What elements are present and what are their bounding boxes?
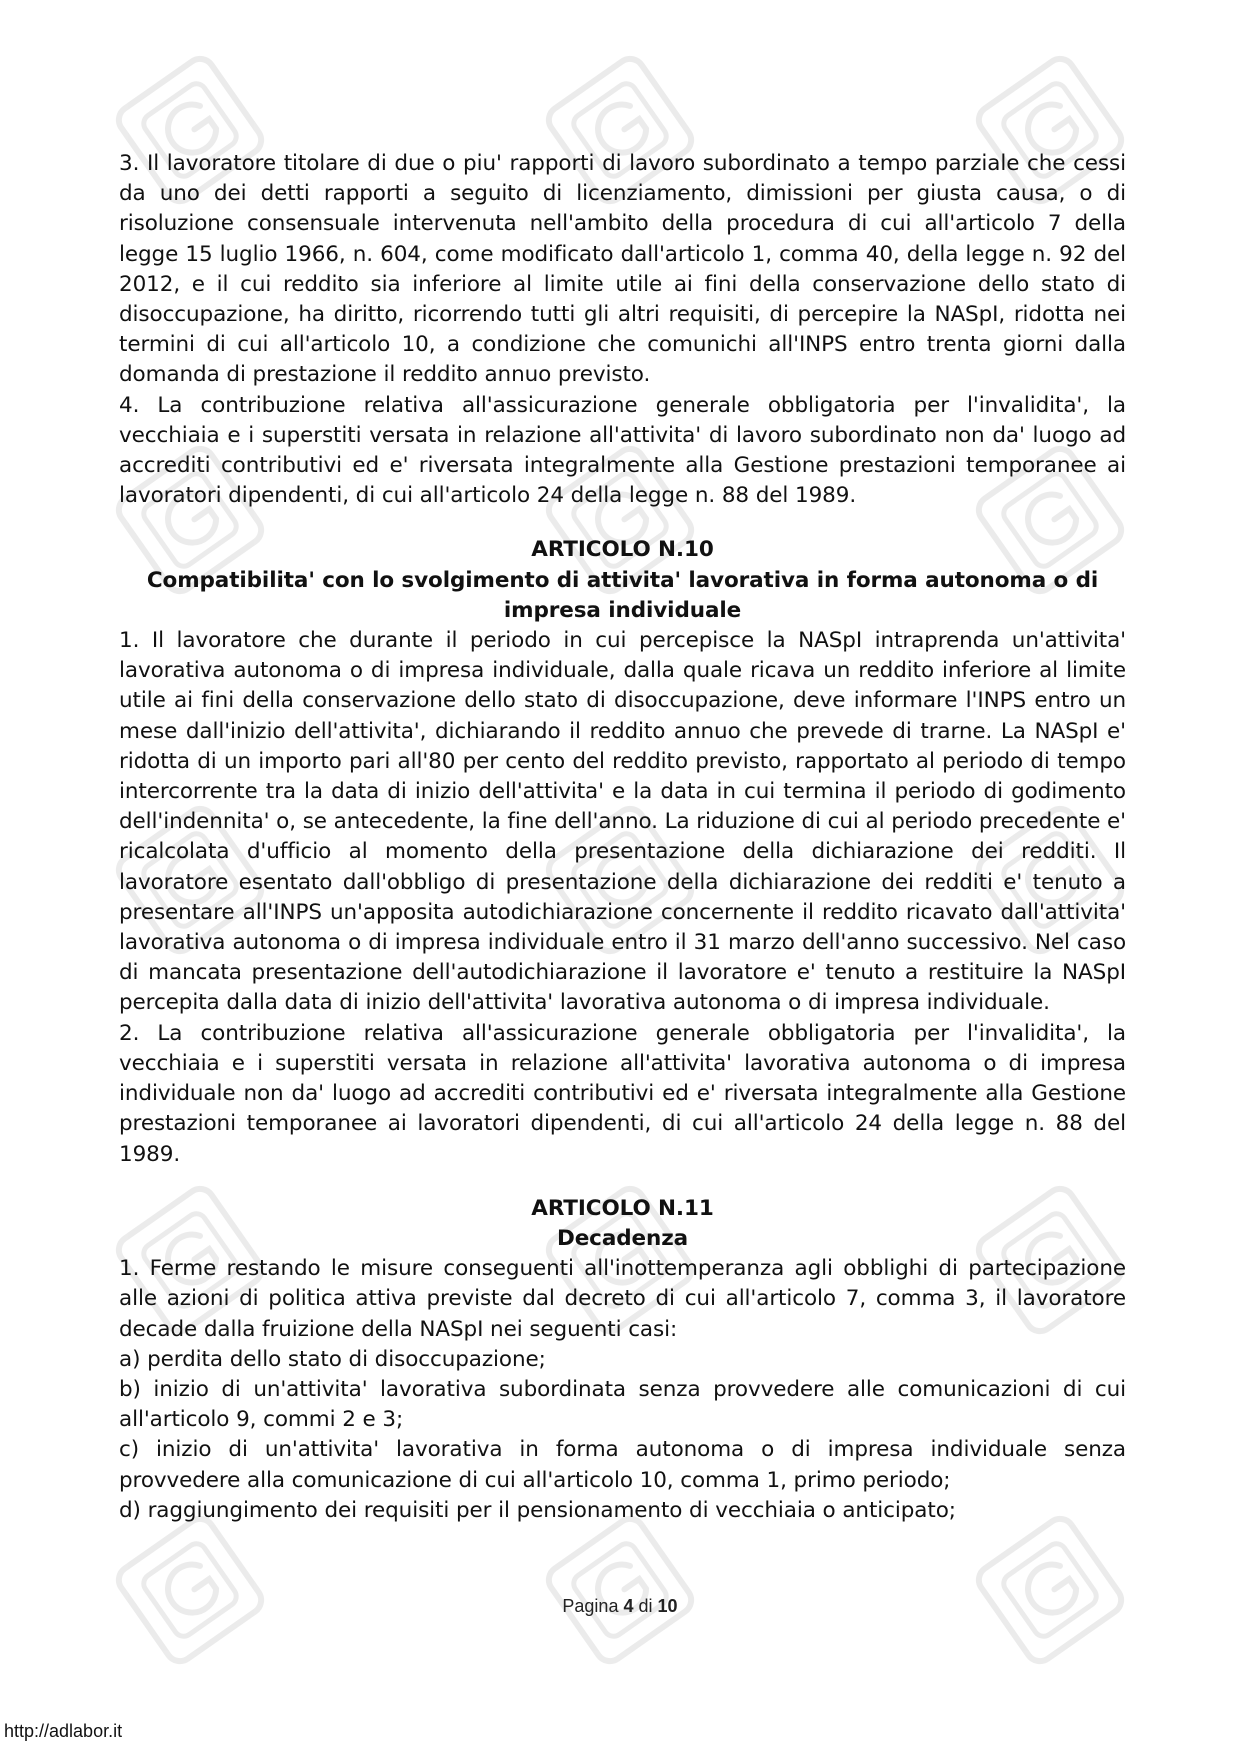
article-11-title: Decadenza <box>556 1225 689 1251</box>
article-10-paragraph-1: 1. Il lavoratore che durante il periodo in cui percepisce la NASpI intraprenda un'attivita' lavorativa autonoma o di impresa individuale, dalla quale ricava un reddito inferiore al limite utile ai fini della conservazione dello stato di disoccupazione, deve informare l'INPS entro un mese dall'inizio dell'attivita', dichiarando il reddito annuo che prevede di trarne. La NASpI e' ridotta di un importo pari all'80 per cento del reddito previsto, rapportato al periodo di tempo intercorrente tra la data di inizio dell'attivita' e la data in cui termina il periodo di godimento dell'indennita' o, se antecedente, la fine dell'anno. La riduzione di cui al periodo precedente e' ricalcolata d'ufficio al momento della presentazione della dichiarazione dei redditi. Il lavoratore esentato dall'obbligo di presentazione della dichiarazione dei redditi e' tenuto a presentare all'INPS un'apposita autodichiarazione concernente il reddito ricavato dall'attivita' lavorativa autonoma o di impresa individuale entro il 31 marzo dell'anno successivo. Nel caso di mancata presentazione dell'autodichiarazione il lavoratore e' tenuto a restituire la NASpI percepita dalla data di inizio dell'attivita' lavorativa autonoma o di impresa individuale. <box>119 628 1126 1016</box>
site-url: http://adlabor.it <box>4 1721 123 1741</box>
watermark-logo-icon <box>113 1513 266 1666</box>
article-11 <box>119 1194 1126 1526</box>
article-10-paragraph-2: 2. La contribuzione relativa all'assicurazione generale obbligatoria per l'invalidita', la vecchiaia e i superstiti versata in relazione all'attivita' lavorativa autonoma o di impresa individuale non da' luogo ad accrediti contributivi ed e' riversata integralmente alla Gestione prestazioni temporanee ai lavoratori dipendenti, di cui all'articolo 24 della legge n. 88 del 1989. <box>119 1020 1126 1167</box>
article-11-item-a: a) perdita dello stato di disoccupazione; <box>119 1346 546 1372</box>
article-10-number: ARTICOLO N.10 <box>531 537 714 563</box>
article-11-number: ARTICOLO N.11 <box>531 1195 714 1221</box>
page-current: 4 <box>623 1596 634 1616</box>
page-of: di <box>638 1596 653 1616</box>
paragraph-4: 4. La contribuzione relativa all'assicurazione generale obbligatoria per l'invalidita', la vecchiaia e i superstiti versata in relazione all'attivita' di lavoro subordinato non da' luogo ad accrediti contributivi ed e' riversata integralmente alla Gestione prestazioni temporanee ai lavoratori dipendenti, di cui all'articolo 24 della legge n. 88 del 1989. <box>119 392 1126 509</box>
watermark-logo-icon <box>973 1513 1126 1666</box>
article-10 <box>119 535 1126 1169</box>
article-11-item-d: d) raggiungimento dei requisiti per il pensionamento di vecchiaia o anticipato; <box>119 1497 956 1523</box>
paragraph-3: 3. Il lavoratore titolare di due o piu' rapporti di lavoro subordinato a tempo parziale che cessi da uno dei detti rapporti a seguito di licenziamento, dimissioni per giusta causa, o di risoluzione consensuale intervenuta nell'ambito della procedura di cui all'articolo 7 della legge 15 luglio 1966, n. 604, come modificato dall'articolo 1, comma 40, della legge n. 92 del 2012, e il cui reddito sia inferiore al limite utile ai fini della conservazione dello stato di disoccupazione, ha diritto, ricorrendo tutti gli altri requisiti, di percepire la NASpI, ridotta nei termini di cui all'articolo 10, a condizione che comunichi all'INPS entro trenta giorni dalla domanda di prestazione il reddito annuo previsto. <box>119 151 1126 388</box>
article-11-paragraph-1: 1. Ferme restando le misure conseguenti all'inottemperanza agli obblighi di partecipazione alle azioni di politica attiva previste dal decreto di cui all'articolo 7, comma 3, il lavoratore decade dalla fruizione della NASpI nei seguenti casi: <box>119 1256 1126 1342</box>
article-10-title: Compatibilita' con lo svolgimento di attivita' lavorativa in forma autonoma o di impresa individuale <box>146 567 1099 623</box>
document-body <box>119 149 1126 1526</box>
page-total: 10 <box>657 1596 678 1616</box>
watermark-logo-icon <box>543 1513 696 1666</box>
article-11-item-b: b) inizio di un'attivita' lavorativa subordinata senza provvedere alle comunicazioni di cui all'articolo 9, commi 2 e 3; <box>119 1376 1126 1433</box>
page-word: Pagina <box>562 1596 619 1616</box>
page-number <box>0 1596 1240 1617</box>
article-11-item-c: c) inizio di un'attivita' lavorativa in forma autonoma o di impresa individuale senza provvedere alla comunicazione di cui all'articolo 10, comma 1, primo periodo; <box>119 1437 1126 1493</box>
